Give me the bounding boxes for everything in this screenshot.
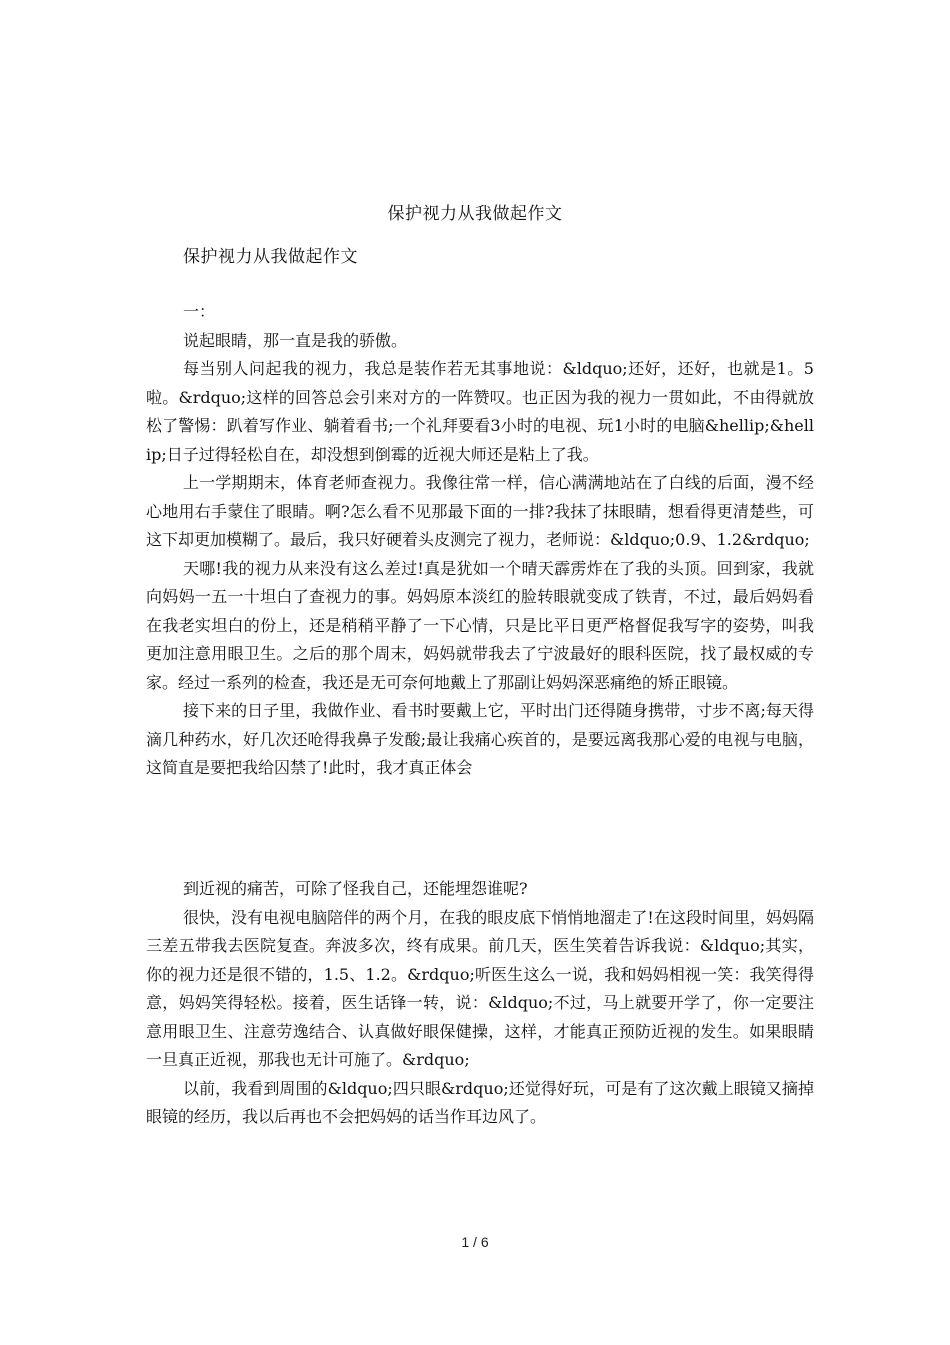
body-text-block-1 — [146, 298, 814, 783]
page-number: 1 / 6 — [461, 1234, 489, 1250]
paragraph: 到近视的痛苦，可除了怪我自己，还能埋怨谁呢? — [183, 879, 528, 898]
paragraph: 说起眼睛，那一直是我的骄傲。 — [183, 330, 408, 350]
paragraph: 接下来的日子里，我做作业、看书时要戴上它，平时出门还得随身携带，寸步不离;每天得滴几种药水，好几次还呛得我鼻子发酸;最让我痛心疾首的，是要远离我那心爱的电视与电脑，这简直是要把我给囚禁了!此时，我才真正体会 — [146, 701, 814, 777]
document-title: 保护视力从我做起作文 — [387, 204, 563, 224]
body-text-block-2 — [146, 875, 814, 1132]
paragraph: 以前，我看到周围的&ldquo;四只眼&rdquo;还觉得好玩，可是有了这次戴上眼镜又摘掉眼镜的经历，我以后再也不会把妈妈的话当作耳边风了。 — [146, 1078, 814, 1126]
section-label: 一： — [183, 302, 216, 321]
document-subtitle: 保护视力从我做起作文 — [183, 247, 358, 267]
paragraph: 天哪!我的视力从来没有这么差过!真是犹如一个晴天霹雳炸在了我的头顶。回到家，我就向妈妈一五一十坦白了查视力的事。妈妈原本淡红的脸转眼就变成了铁青，不过，最后妈妈看在我老实坦白的份上，还是稍稍平静了一下心情，只是比平日更严格督促我写字的姿势，叫我更加注意用眼卫生。之后的那个周末，妈妈就带我去了宁波最好的眼科医院，找了最权威的专家。经过一系列的检查，我还是无可奈何地戴上了那副让妈妈深恶痛绝的矫正眼镜。 — [146, 558, 814, 692]
paragraph: 上一学期期末，体育老师查视力。我像往常一样，信心满满地站在了白线的后面，漫不经心地用右手蒙住了眼睛。啊?怎么看不见那最下面的一排?我抹了抹眼睛，想看得更清楚些，可这下却更加模糊了。最后，我只好硬着头皮测完了视力，老师说：&ldquo;0.9、1.2&rdquo; — [146, 473, 814, 549]
paragraph: 很快，没有电视电脑陪伴的两个月，在我的眼皮底下悄悄地溜走了!在这段时间里，妈妈隔三差五带我去医院复查。奔波多次，终有成果。前几天，医生笑着告诉我说：&ldquo;其实，你的视力还是很不错的，1.5、1.2。&rdquo;听医生这么一说，我和妈妈相视一笑：我笑得得意，妈妈笑得轻松。接着，医生话锋一转，说：&ldquo;不过，马上就要开学了，你一定要注意用眼卫生、注意劳逸结合、认真做好眼保健操，这样，才能真正预防近视的发生。如果眼睛一旦真正近视，那我也无计可施了。&rdquo; — [146, 907, 814, 1069]
paragraph: 每当别人问起我的视力，我总是装作若无其事地说：&ldquo;还好，还好，也就是1。5啦。&rdquo;这样的回答总会引来对方的一阵赞叹。也正因为我的视力一贯如此，不由得就放松了警惕：趴着写作业、躺着看书;一个礼拜要看3小时的电视、玩1小时的电脑&hellip;&hellip;日子过得轻松自在，却没想到倒霉的近视大师还是粘上了我。 — [146, 359, 814, 464]
